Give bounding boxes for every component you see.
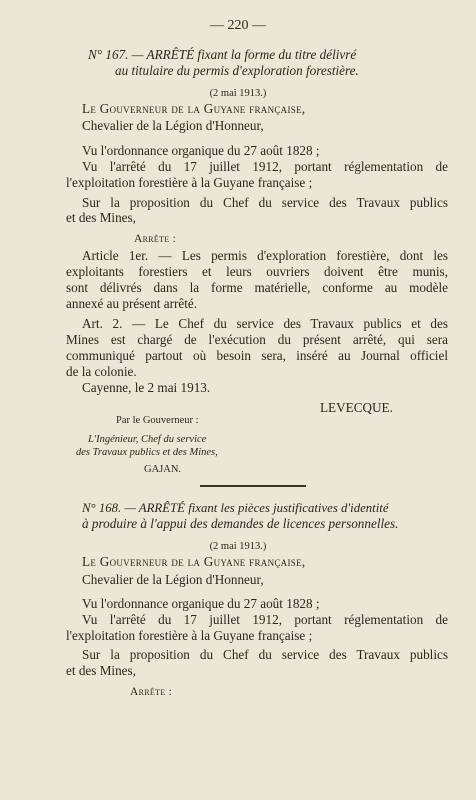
act-167-place-date: Cayenne, le 2 mai 1913.: [82, 380, 211, 395]
act-167-vu-ordonnance: Vu l'ordonnance organique du 27 août 1828 ;: [82, 143, 320, 158]
act-167-governor-line2: Chevalier de la Légion d'Honneur,: [82, 118, 264, 133]
act-167-ingenieur-line2: des Travaux publics et des Mines,: [76, 447, 218, 458]
act-167-title-line2: au titulaire du permis d'exploration forestière.: [115, 63, 359, 78]
act-167-title-line1: N° 167. — ARRÊTÉ fixant la forme du titre délivré: [88, 47, 357, 62]
act-167-article1-line4: annexé au présent arrêté.: [66, 296, 198, 311]
act-167-vu-arrete-line1: Vu l'arrêté du 17 juillet 1912, portant réglementation de: [82, 159, 448, 174]
act-167-ingenieur-line1: L'Ingénieur, Chef du service: [88, 434, 207, 445]
act-168-governor-line1: Le Gouverneur de la Guyane française,: [82, 554, 306, 569]
act-168-title-line2: à produire à l'appui des demandes de licences personnelles.: [82, 516, 399, 531]
act-167-vu-arrete-line2: l'exploitation forestière à la Guyane française ;: [66, 175, 313, 190]
act-167-article1-line1: Article 1er. — Les permis d'exploration forestière, dont les: [82, 248, 448, 263]
act-167-ingenieur-name: GAJAN.: [144, 464, 182, 475]
act-168-date: (2 mai 1913.): [209, 541, 267, 552]
act-167-article1-line3: sont délivrés dans la forme matérielle, conforme au modèle: [66, 280, 448, 295]
act-167-proposition-line1: Sur la proposition du Chef du service des Travaux publics: [82, 195, 448, 210]
section-divider: [200, 485, 306, 487]
act-167-signer: LEVECQUE.: [320, 400, 393, 415]
act-168-proposition-line2: et des Mines,: [66, 663, 136, 678]
act-167-article2-line3: communiqué partout où besoin sera, inséré au Journal officiel: [66, 348, 448, 363]
act-167-article2-line2: Mines est chargé de l'exécution du présent arrêté, qui sera: [66, 332, 448, 347]
act-167-proposition-line2: et des Mines,: [66, 210, 136, 225]
act-167-article1-line2: exploitants forestiers et leurs ouvriers doivent être munis,: [66, 264, 448, 279]
act-168-arrete-heading: Arrête :: [130, 686, 173, 698]
act-168-vu-arrete-line1: Vu l'arrêté du 17 juillet 1912, portant réglementation de: [82, 612, 448, 627]
act-167-date: (2 mai 1913.): [209, 88, 267, 99]
act-167-arrete-heading: Arrête :: [134, 233, 177, 245]
page-number: — 220 —: [210, 18, 266, 33]
act-167-governor-line1: Le Gouverneur de la Guyane française,: [82, 101, 306, 116]
act-168-governor-line2: Chevalier de la Légion d'Honneur,: [82, 572, 264, 587]
act-168-vu-ordonnance: Vu l'ordonnance organique du 27 août 1828 ;: [82, 596, 320, 611]
act-167-article2-line1: Art. 2. — Le Chef du service des Travaux publics et des: [82, 316, 448, 331]
act-167-article2-line4: de la colonie.: [66, 364, 137, 379]
act-167-par-le-gouverneur: Par le Gouverneur :: [116, 415, 199, 426]
act-168-proposition-line1: Sur la proposition du Chef du service des Travaux publics: [82, 647, 448, 662]
act-168-title-line1: N° 168. — ARRÊTÉ fixant les pièces justificatives d'identité: [82, 501, 389, 515]
act-168-vu-arrete-line2: l'exploitation forestière à la Guyane française ;: [66, 628, 313, 643]
